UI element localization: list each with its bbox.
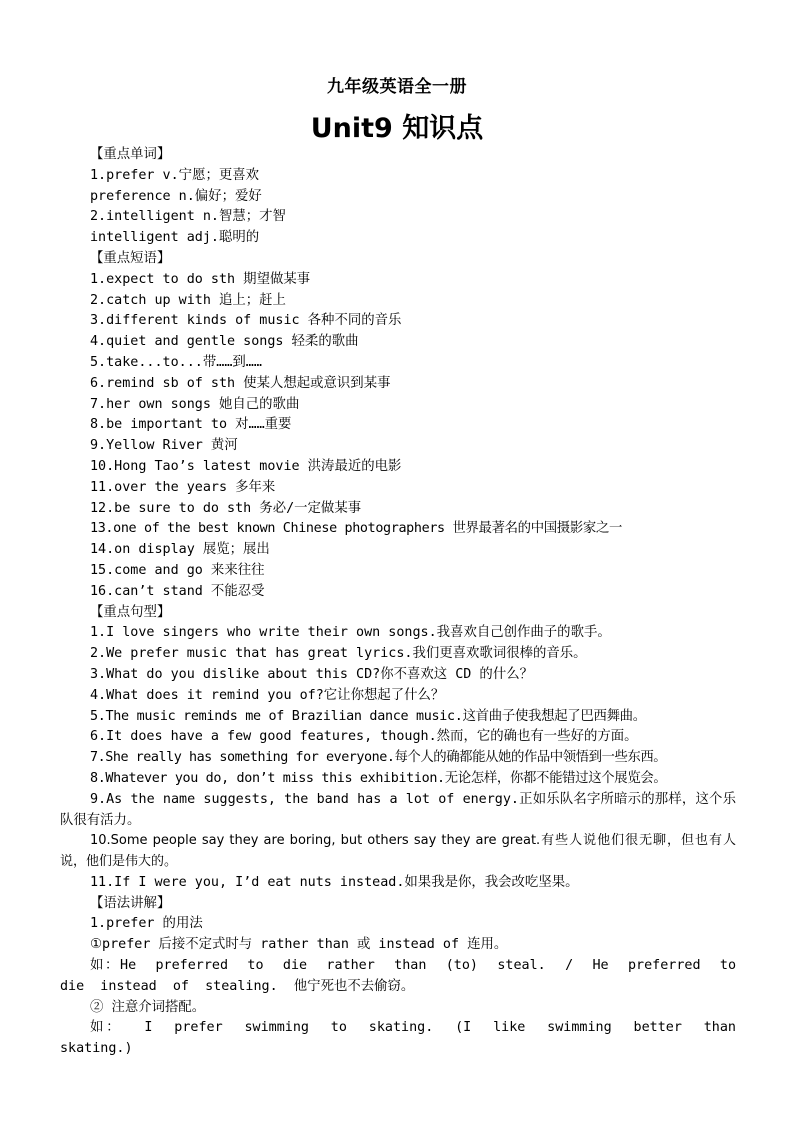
document-body bbox=[60, 145, 753, 1060]
word-item: preference n.偏好；爱好 bbox=[90, 188, 262, 204]
sentence-item: 4.What does it remind you of?它让你想起了什么？ bbox=[90, 687, 445, 703]
sentence-item: 6.It does have a few good features, though.然而，它的确也有一些好的方面。 bbox=[90, 729, 638, 745]
phrase-item: 1.expect to do sth 期望做某事 bbox=[90, 271, 311, 287]
phrase-item: 2.catch up with 追上；赶上 bbox=[90, 292, 286, 308]
word-item: 2.intelligent n.智慧；才智 bbox=[90, 209, 286, 225]
phrase-item: 4.quiet and gentle songs 轻柔的歌曲 bbox=[90, 334, 359, 350]
section-heading-phrases: 【重点短语】 bbox=[90, 250, 171, 266]
grammar-example: 如： I prefer swimming to skating. (I like swimming better than skating.) bbox=[60, 1020, 753, 1057]
document-subtitle: Unit9 知识点 bbox=[310, 113, 484, 144]
word-item: 1.prefer v.宁愿；更喜欢 bbox=[90, 167, 260, 183]
document-title: 九年级英语全一册 bbox=[327, 77, 467, 97]
grammar-rule: ①prefer 后接不定式时与 rather than 或 instead of 连用。 bbox=[90, 937, 508, 953]
phrase-item: 3.different kinds of music 各种不同的音乐 bbox=[90, 313, 402, 329]
sentence-item: 3.What do you dislike about this CD?你不喜欢这 CD 的什么？ bbox=[90, 666, 533, 682]
sentence-item: 2.We prefer music that has great lyrics.我们更喜欢歌词很棒的音乐。 bbox=[90, 646, 587, 662]
phrase-item: 15.come and go 来来往往 bbox=[90, 562, 265, 578]
sentence-item: 1.I love singers who write their own songs.我喜欢自己创作曲子的歌手。 bbox=[90, 625, 611, 641]
sentence-item: 7.She really has something for everyone.每个人的确都能从她的作品中领悟到一些东西。 bbox=[90, 750, 667, 766]
phrase-item: 6.remind sb of sth 使某人想起或意识到某事 bbox=[90, 375, 391, 391]
phrase-item: 12.be sure to do sth 务必/一定做某事 bbox=[90, 500, 362, 516]
phrase-item: 9.Yellow River 黄河 bbox=[90, 438, 238, 454]
phrase-item: 16.can’t stand 不能忍受 bbox=[90, 583, 265, 599]
phrase-item: 10.Hong Tao’s latest movie 洪涛最近的电影 bbox=[90, 458, 402, 474]
sentence-item: 8.Whatever you do, don’t miss this exhibition.无论怎样，你都不能错过这个展览会。 bbox=[90, 770, 667, 786]
sentence-item-wrapped: 9.As the name suggests, the band has a lot of energy.正如乐队名字所暗示的那样，这个乐队很有活力。 bbox=[60, 791, 736, 828]
phrase-item: 11.over the years 多年来 bbox=[90, 479, 276, 495]
grammar-example: 如：He preferred to die rather than (to) steal. / He preferred to die instead of stealing. 他宁死也不去偷窃。 bbox=[60, 958, 753, 994]
phrase-item: 7.her own songs 她自己的歌曲 bbox=[90, 396, 300, 412]
phrase-item: 5.take...to...带……到…… bbox=[90, 354, 262, 370]
section-heading-words: 【重点单词】 bbox=[90, 147, 171, 162]
sentence-item: 5.The music reminds me of Brazilian dance music.这首曲子使我想起了巴西舞曲。 bbox=[90, 708, 646, 724]
sentence-item: 11.If I were you, I’d eat nuts instead.如果我是你，我会改吃坚果。 bbox=[90, 874, 579, 890]
sentence-item-wrapped: 10.Some people say they are boring, but others say they are great.有些人说他们很无聊，但也有人说，他们是伟大的。 bbox=[60, 833, 736, 870]
word-item: intelligent adj.聪明的 bbox=[90, 230, 260, 246]
phrase-item: 14.on display 展览；展出 bbox=[90, 542, 270, 558]
section-heading-grammar: 【语法讲解】 bbox=[90, 895, 171, 911]
phrase-item: 13.one of the best known Chinese photographers 世界最著名的中国摄影家之一 bbox=[90, 521, 622, 537]
grammar-point: 1.prefer 的用法 bbox=[90, 916, 203, 932]
section-heading-sentences: 【重点句型】 bbox=[90, 604, 171, 620]
grammar-rule: ② 注意介词搭配。 bbox=[90, 999, 206, 1015]
phrase-item: 8.be important to 对……重要 bbox=[90, 417, 292, 433]
